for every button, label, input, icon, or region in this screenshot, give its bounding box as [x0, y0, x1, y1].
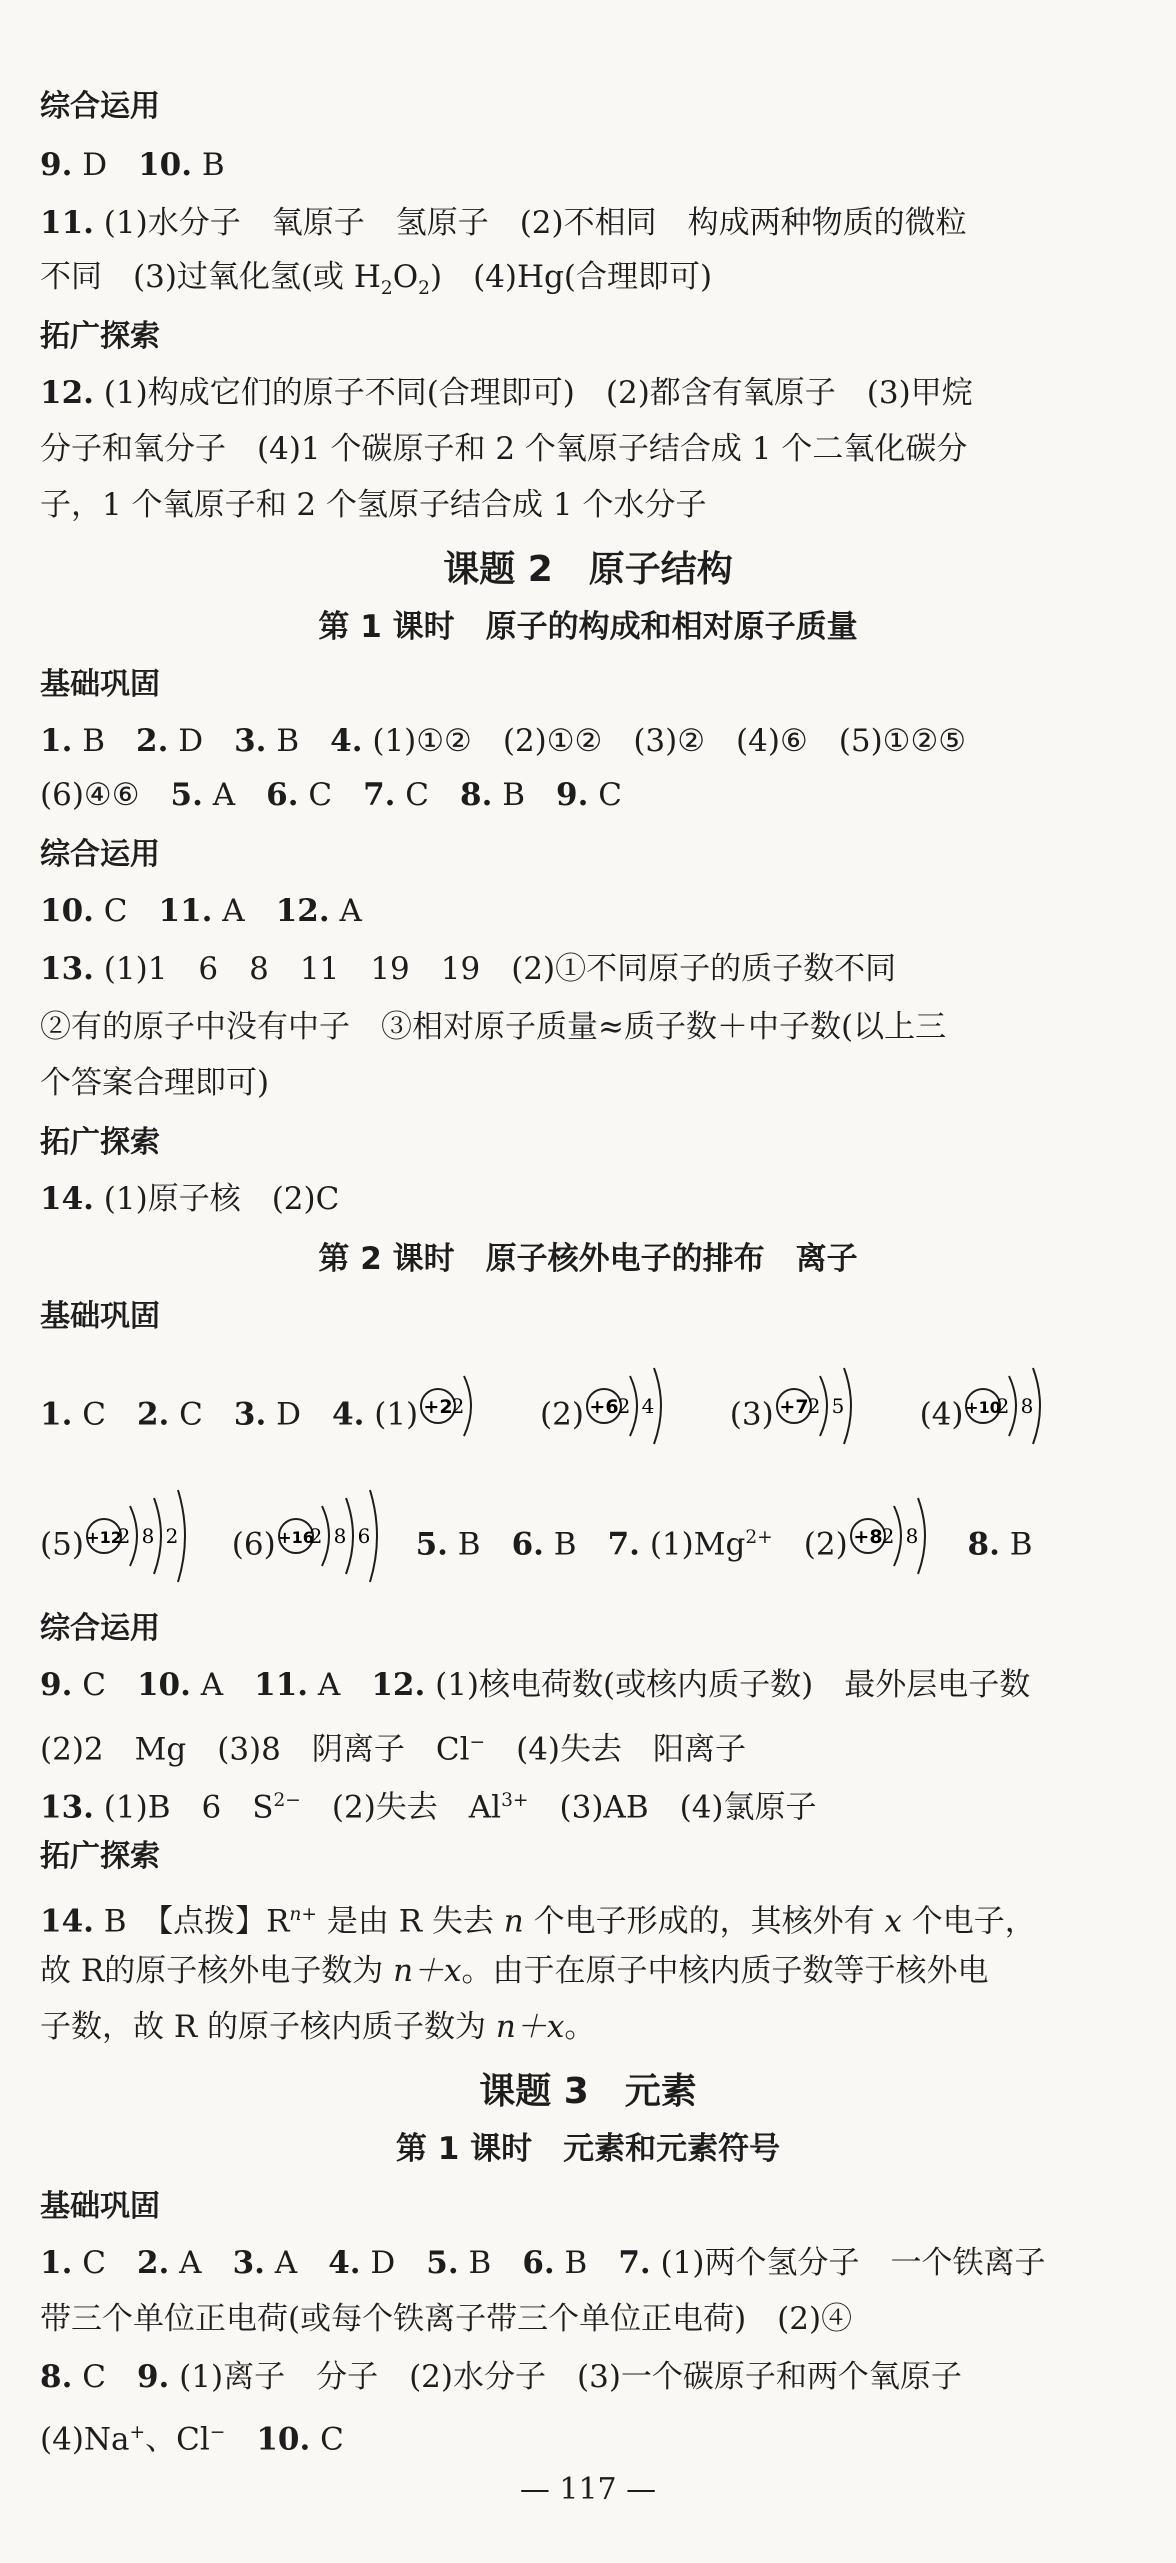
- variable: n: [503, 1903, 524, 1940]
- q-number: 10.: [256, 2421, 311, 2458]
- electron-shell-arc: [154, 1498, 161, 1574]
- electron-shell-arc: [322, 1506, 329, 1566]
- superscript: 2+: [745, 1527, 773, 1549]
- answer-line: [40, 1002, 1146, 1052]
- q-number: 2.: [136, 723, 169, 759]
- q-number: 6.: [266, 777, 299, 813]
- q-number: 4.: [332, 1396, 365, 1433]
- answer-text: (2)2 Mg (3)8 阴离子 Cl: [40, 1731, 470, 1768]
- electron-shell-arc: [654, 1368, 661, 1444]
- q-number: 7.: [607, 1526, 640, 1563]
- q-number: 11.: [254, 1667, 309, 1703]
- electron-shell-arc: [1009, 1376, 1016, 1436]
- atom-diagram-neon: [963, 1356, 1057, 1476]
- answer-text: 。由于在原子中核内质子数等于核外电: [461, 1953, 989, 1989]
- answer-text: 子，1 个氧原子和 2 个氢原子结合成 1 个水分子: [40, 487, 707, 523]
- atom-diagram-nitrogen: [774, 1356, 868, 1476]
- electron-count: 2: [881, 1524, 895, 1548]
- q-number: 4.: [328, 2245, 361, 2281]
- answer-text: (2)失去 Al: [300, 1789, 502, 1826]
- answer-line: [40, 198, 1146, 248]
- section-tuoguang-3: 拓广探索: [40, 1839, 160, 1874]
- answer-text: C: [395, 777, 461, 813]
- electron-shell-arc: [370, 1490, 377, 1582]
- answer-text: D: [360, 2245, 427, 2281]
- electron-count: 8: [333, 1524, 347, 1548]
- answer-text: (1)水分子 氧原子 氢原子 (2)不相同 构成两种物质的微粒: [93, 205, 967, 241]
- q-number: 3.: [234, 723, 267, 759]
- q-number: 12.: [371, 1667, 426, 1703]
- electron-shell-arc: [346, 1498, 353, 1574]
- answer-text: (6)④⑥: [40, 777, 171, 813]
- electron-count: 2: [165, 1524, 179, 1548]
- answer-text: (1)构成它们的原子不同(合理即可) (2)都含有氧原子 (3)甲烷: [93, 375, 973, 411]
- electron-shell-arc: [130, 1506, 137, 1566]
- answer-line: [40, 1058, 1146, 1108]
- superscript: −: [469, 1732, 486, 1753]
- nucleus-charge: +7: [779, 1396, 809, 1418]
- q-number: 8.: [967, 1526, 1000, 1563]
- variable: n＋x: [495, 2009, 565, 2045]
- q-number: 11.: [40, 205, 94, 241]
- answer-text: (1)离子 分子 (2)水分子 (3)一个碳原子和两个氧原子: [169, 2359, 962, 2395]
- electron-count: 4: [641, 1394, 655, 1418]
- answer-line: [40, 368, 1146, 418]
- section-jichu-4: 基础巩固: [40, 2189, 160, 2224]
- q-number: 1.: [40, 723, 73, 759]
- answer-text: 个电子形成的，其核外有: [523, 1903, 885, 1940]
- answer-text: D: [168, 723, 235, 759]
- section-tuoguang-2: 拓广探索: [40, 1125, 160, 1160]
- answer-text: (1)原子核 (2)C: [93, 1181, 340, 1217]
- answer-text: A: [212, 893, 276, 929]
- answer-text: B: [999, 1526, 1033, 1563]
- answer-text: A: [169, 2245, 233, 2281]
- answer-text: (3): [729, 1396, 774, 1433]
- page-number: — 117 —: [519, 2472, 657, 2507]
- q-number: 2.: [136, 1396, 170, 1433]
- atom-diagram-helium: [418, 1356, 488, 1476]
- q-number: 6.: [522, 2245, 555, 2281]
- answer-line: [40, 1660, 1146, 1710]
- answer-text: [225, 2421, 256, 2457]
- q-number: 14.: [40, 1903, 94, 1940]
- q-number: 7.: [363, 777, 396, 813]
- lesson-title: 课题 2 原子结构: [443, 549, 733, 590]
- atom-svg: [963, 1356, 1057, 1456]
- answer-line: [40, 2352, 1146, 2402]
- electron-shell-arc: [178, 1490, 185, 1582]
- q-number: 7.: [618, 2245, 651, 2281]
- answer-line: [40, 2238, 1146, 2288]
- atom-svg: [774, 1356, 868, 1456]
- answer-text: (1)B 6 S: [93, 1789, 274, 1826]
- q-number: 9.: [40, 147, 73, 183]
- answer-text: C: [72, 2359, 137, 2395]
- atom-svg: [276, 1486, 394, 1586]
- answer-line: [40, 2294, 1146, 2344]
- answer-line: [40, 1946, 1146, 1996]
- section-jichu-2: 基础巩固: [40, 667, 160, 702]
- atom-diagram-carbon: [584, 1356, 678, 1476]
- answer-text: (1)核电荷数(或核内质子数) 最外层电子数: [425, 1667, 1031, 1703]
- answer-text: (1)Mg: [639, 1526, 746, 1563]
- answer-text: (4): [919, 1396, 964, 1433]
- answer-line: [40, 716, 1146, 766]
- electron-count: 8: [905, 1524, 919, 1548]
- q-number: 5.: [415, 1526, 448, 1563]
- answer-text: B: [554, 2245, 619, 2281]
- period-title: 第 1 课时 原子的构成和相对原子质量: [318, 609, 858, 645]
- q-number: 1.: [40, 1396, 73, 1433]
- q-number: 5.: [426, 2245, 459, 2281]
- answer-text: (2): [540, 1396, 584, 1433]
- nucleus-charge: +6: [589, 1396, 619, 1418]
- answer-text: 、Cl: [145, 2421, 210, 2458]
- answer-line: [40, 2408, 1146, 2464]
- answer-line: [40, 944, 1146, 994]
- answer-line: [40, 252, 1146, 314]
- q-number: 10.: [138, 147, 193, 183]
- answer-text: (1)1 6 8 11 19 19 (2)①不同原子的质子数不同: [93, 951, 897, 987]
- answer-text: B: [543, 1526, 608, 1563]
- answer-line: [40, 1356, 1146, 1476]
- q-number: 13.: [40, 951, 94, 987]
- q-number: 13.: [40, 1789, 94, 1826]
- electron-count: 2: [617, 1394, 631, 1418]
- answer-text: B: [192, 147, 225, 183]
- answer-text: C: [72, 2245, 137, 2281]
- q-number: 2.: [136, 2245, 170, 2281]
- subscript: 2: [380, 278, 393, 300]
- nucleus-charge: +2: [423, 1396, 453, 1418]
- answer-text: (4)Na: [40, 2421, 130, 2458]
- answer-text: (2): [772, 1526, 848, 1563]
- answer-line: [40, 1486, 1146, 1606]
- nucleus-charge: +16: [277, 1528, 314, 1547]
- electron-shell-arc: [630, 1376, 637, 1436]
- electron-count: 6: [357, 1524, 371, 1548]
- section-zonghe-1: 综合运用: [40, 89, 160, 124]
- answer-text: 故 R的原子核外电子数为: [40, 1953, 394, 1989]
- answer-text: (1): [364, 1396, 419, 1433]
- answer-text: (1)两个氢分子 一个铁离子: [650, 2245, 1046, 2281]
- answer-text: C: [588, 777, 622, 813]
- electron-count: 2: [309, 1524, 323, 1548]
- answer-text: A: [190, 1667, 255, 1703]
- atom-diagram-sulfur: [276, 1486, 394, 1606]
- answer-text: 是由 R 失去: [316, 1903, 504, 1940]
- nucleus-charge: +10: [965, 1398, 1002, 1417]
- answer-text: C: [310, 2421, 344, 2458]
- answer-line: [40, 770, 1146, 820]
- answer-text: B: [72, 723, 137, 759]
- answer-text: C: [169, 1396, 234, 1433]
- q-number: 6.: [511, 1526, 544, 1563]
- period-title: 第 1 课时 元素和元素符号: [395, 2131, 781, 2167]
- answer-text: B: [447, 1526, 512, 1563]
- q-number: 3.: [232, 2245, 265, 2281]
- answer-text: C: [72, 1667, 137, 1703]
- subscript: 2: [418, 278, 431, 300]
- answer-line: [40, 140, 1146, 190]
- lesson-title: 课题 3 元素: [479, 2071, 697, 2112]
- answer-line: [40, 1174, 1146, 1224]
- answer-text: 。: [564, 2009, 596, 2045]
- superscript: 3+: [501, 1790, 529, 1811]
- answer-line: [40, 1890, 1146, 1946]
- answer-text: 不同 (3)过氧化氢(或 H: [40, 259, 381, 295]
- answer-text: B: [492, 777, 557, 813]
- q-number: 14.: [40, 1181, 94, 1217]
- answer-text: C: [298, 777, 364, 813]
- q-number: 9.: [136, 2359, 170, 2395]
- period-title: 第 2 课时 原子核外电子的排布 离子: [318, 1241, 858, 1277]
- answer-text: A: [308, 1667, 372, 1703]
- answer-text: B: [458, 2245, 523, 2281]
- answer-text: 带三个单位正电荷(或每个铁离子带三个单位正电荷) (2)④: [40, 2301, 853, 2337]
- nucleus-charge: +12: [86, 1528, 122, 1547]
- q-number: 8.: [460, 777, 493, 813]
- q-number: 10.: [40, 893, 94, 929]
- nucleus-charge: +8: [853, 1526, 883, 1548]
- answer-text: (1)①② (2)①② (3)② (4)⑥ (5)①②⑤: [362, 723, 967, 759]
- answer-line: [40, 424, 1146, 474]
- q-number: 12.: [275, 893, 330, 929]
- answer-text: B: [266, 723, 331, 759]
- q-number: 4.: [330, 723, 363, 759]
- atom-svg: [584, 1356, 678, 1456]
- answer-text: 个答案合理即可): [40, 1065, 270, 1101]
- answer-text: (3)AB (4)氯原子: [528, 1789, 817, 1826]
- q-number: 11.: [158, 893, 213, 929]
- electron-shell-arc: [844, 1368, 851, 1444]
- section-jichu-3: 基础巩固: [40, 1299, 160, 1334]
- electron-count: 2: [117, 1524, 131, 1548]
- answer-text: C: [72, 1396, 137, 1433]
- section-zonghe-2: 综合运用: [40, 837, 160, 872]
- answer-line: [40, 480, 1146, 530]
- electron-count: 8: [1021, 1394, 1034, 1418]
- answer-text: D: [72, 147, 139, 183]
- answer-text: 个电子，: [901, 1903, 1036, 1940]
- atom-svg: [418, 1356, 488, 1456]
- answer-line: [40, 1718, 1146, 1774]
- answer-text: A: [329, 893, 362, 929]
- answer-text: A: [202, 777, 267, 813]
- q-number: 5.: [170, 777, 203, 813]
- answer-text: 分子和氧分子 (4)1 个碳原子和 2 个氧原子结合成 1 个二氧化碳分: [40, 431, 968, 467]
- q-number: 9.: [40, 1667, 73, 1703]
- answer-text: C: [93, 893, 159, 929]
- answer-text: ) (4)Hg(合理即可): [430, 259, 713, 295]
- electron-count: 2: [807, 1394, 821, 1418]
- electron-count: 5: [831, 1394, 845, 1418]
- answer-line: [40, 886, 1146, 936]
- answer-line: [40, 1776, 1146, 1832]
- answer-text: (4)失去 阳离子: [485, 1731, 747, 1768]
- superscript: 2−: [273, 1790, 301, 1811]
- q-number: 8.: [40, 2359, 73, 2395]
- answer-line: [40, 2002, 1146, 2052]
- atom-svg: [84, 1486, 202, 1586]
- atom-diagram-magnesium: [84, 1486, 202, 1606]
- section-tuoguang-1: 拓广探索: [40, 319, 160, 354]
- electron-count: 2: [451, 1394, 465, 1418]
- answer-text: O: [392, 259, 419, 295]
- answer-text: (6): [231, 1526, 276, 1563]
- superscript: +: [129, 2422, 146, 2443]
- answer-text: ②有的原子中没有中子 ③相对原子质量≈质子数＋中子数(以上三: [40, 1009, 947, 1045]
- answer-text: (5): [40, 1526, 84, 1563]
- answer-text: A: [264, 2245, 329, 2281]
- q-number: 1.: [40, 2245, 73, 2281]
- q-number: 10.: [136, 1667, 191, 1703]
- answer-text: B 【点拨】R: [93, 1903, 290, 1940]
- answer-text: 子数，故 R 的原子核内质子数为: [40, 2009, 496, 2045]
- electron-shell-arc: [820, 1376, 827, 1436]
- q-number: 3.: [233, 1396, 267, 1433]
- electron-count: 8: [141, 1524, 155, 1548]
- variable: x: [884, 1903, 902, 1940]
- q-number: 12.: [40, 375, 94, 411]
- variable: n＋x: [393, 1953, 462, 1989]
- q-number: 9.: [556, 777, 589, 813]
- electron-shell-arc: [1033, 1368, 1040, 1444]
- atom-svg: [848, 1486, 942, 1586]
- atom-diagram-oxygen-ion: [848, 1486, 942, 1606]
- electron-count: 2: [997, 1394, 1010, 1418]
- answer-text: D: [266, 1396, 332, 1433]
- superscript: n+: [289, 1904, 317, 1925]
- electron-shell-arc: [464, 1376, 471, 1436]
- superscript: −: [209, 2422, 226, 2443]
- electron-shell-arc: [894, 1506, 901, 1566]
- section-zonghe-3: 综合运用: [40, 1611, 160, 1646]
- electron-shell-arc: [918, 1498, 925, 1574]
